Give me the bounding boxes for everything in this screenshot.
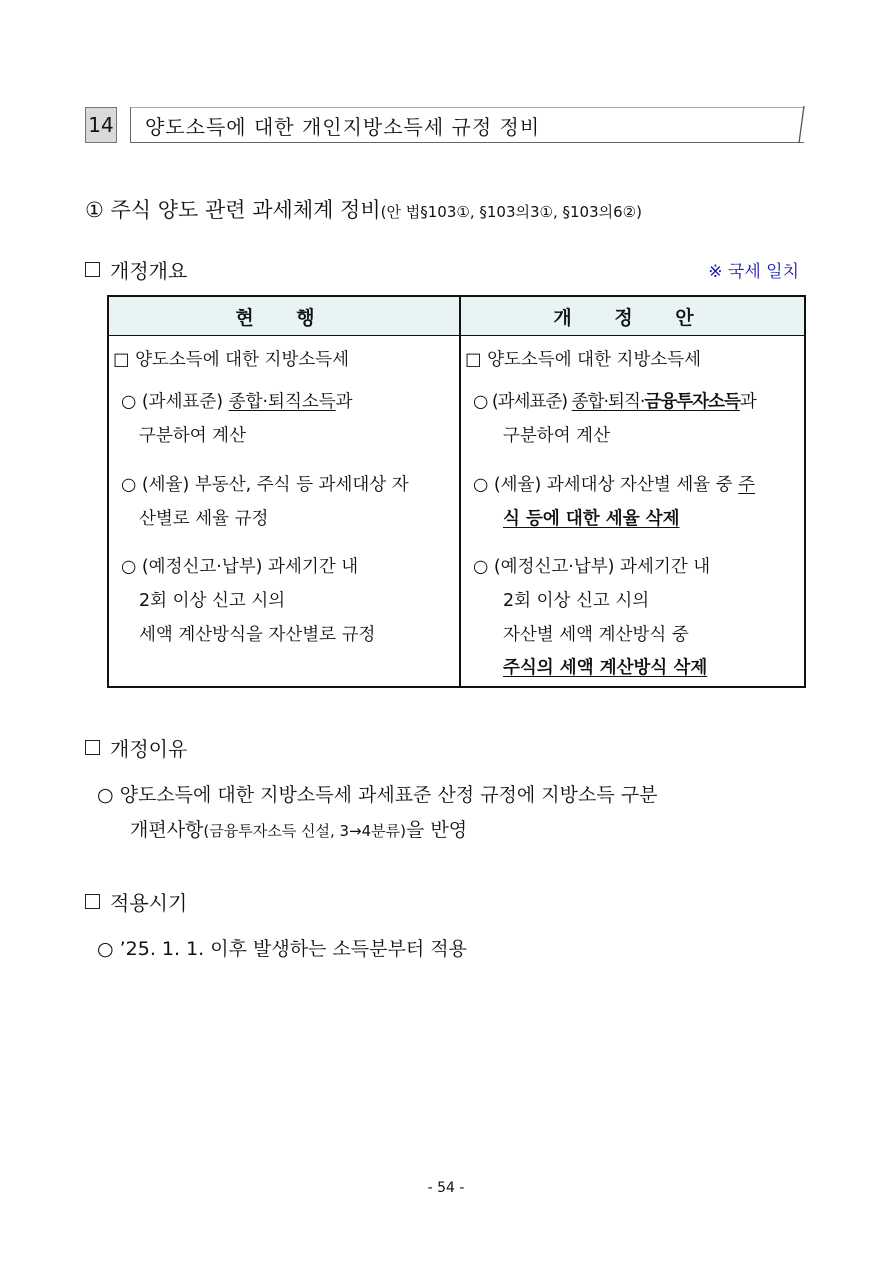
item-title-text: ① 주식 양도 관련 과세체계 정비 xyxy=(85,198,381,222)
proposed-bullet-1-line2: 구분하여 계산 xyxy=(503,426,610,446)
reason-heading xyxy=(85,733,187,762)
effective-heading-text: 적용시기 xyxy=(110,891,188,915)
current-cell xyxy=(108,336,460,688)
column-header-proposed: 개 정 안 xyxy=(460,296,805,336)
proposed-bullet-2-line2: 식 등에 대한 세율 삭제 xyxy=(503,509,680,529)
effective-line-1: ○ ’25. 1. 1. 이후 발생하는 소득분부터 적용 xyxy=(97,938,467,960)
current-bullet-1-line2: 구분하여 계산 xyxy=(139,426,246,446)
section-title: 양도소득에 대한 개인지방소득세 규정 정비 xyxy=(145,115,541,139)
current-bullet-2: ○ (세율) 부동산, 주식 등 과세대상 자 xyxy=(121,475,409,495)
current-bullet-2-line2: 산별로 세율 규정 xyxy=(139,509,269,529)
proposed-bullet-1: ○ (과세표준) 종합·퇴직·금융투자소득과 xyxy=(473,392,756,412)
reason-line-2: 개편사항(금융투자소득 신설, 3→4분류)을 반영 xyxy=(130,819,468,841)
effective-heading xyxy=(85,887,187,916)
item-title xyxy=(85,194,642,224)
proposed-lead: □ 양도소득에 대한 지방소득세 xyxy=(465,350,702,370)
proposed-bullet-3-line4: 주식의 세액 계산방식 삭제 xyxy=(503,658,708,678)
page-number: - 54 - xyxy=(427,1180,465,1196)
proposed-bullet-3: ○ (예정신고·납부) 과세기간 내 xyxy=(473,557,711,577)
current-bullet-3-line3: 세액 계산방식을 자산별로 규정 xyxy=(139,625,376,645)
current-bullet-3-line2: 2회 이상 신고 시의 xyxy=(139,591,286,611)
current-bullet-1: ○ (과세표준) 종합·퇴직소득과 xyxy=(121,392,353,412)
proposed-bullet-2: ○ (세율) 과세대상 자산별 세율 중 주 xyxy=(473,475,756,495)
checkbox-icon xyxy=(85,262,100,277)
comparison-table xyxy=(107,295,806,688)
national-tax-note: ※ 국세 일치 xyxy=(708,262,799,282)
overview-heading xyxy=(85,255,187,284)
reason-heading-text: 개정이유 xyxy=(110,737,188,761)
checkbox-icon xyxy=(85,894,100,909)
checkbox-icon xyxy=(85,740,100,755)
reason-line-1: ○ 양도소득에 대한 지방소득세 과세표준 산정 규정에 지방소득 구분 xyxy=(97,784,658,806)
current-bullet-3: ○ (예정신고·납부) 과세기간 내 xyxy=(121,557,359,577)
proposed-bullet-3-line3: 자산별 세액 계산방식 중 xyxy=(503,625,689,645)
current-lead: □ 양도소득에 대한 지방소득세 xyxy=(113,350,350,370)
item-legal-ref: (안 법§103①, §103의3①, §103의6②) xyxy=(380,203,642,221)
overview-heading-text: 개정개요 xyxy=(110,259,188,283)
section-number: 14 xyxy=(85,107,117,143)
column-header-current: 현 행 xyxy=(108,296,460,336)
proposed-bullet-3-line2: 2회 이상 신고 시의 xyxy=(503,591,650,611)
proposed-cell xyxy=(460,336,805,688)
title-box-slash-decoration xyxy=(790,104,806,144)
